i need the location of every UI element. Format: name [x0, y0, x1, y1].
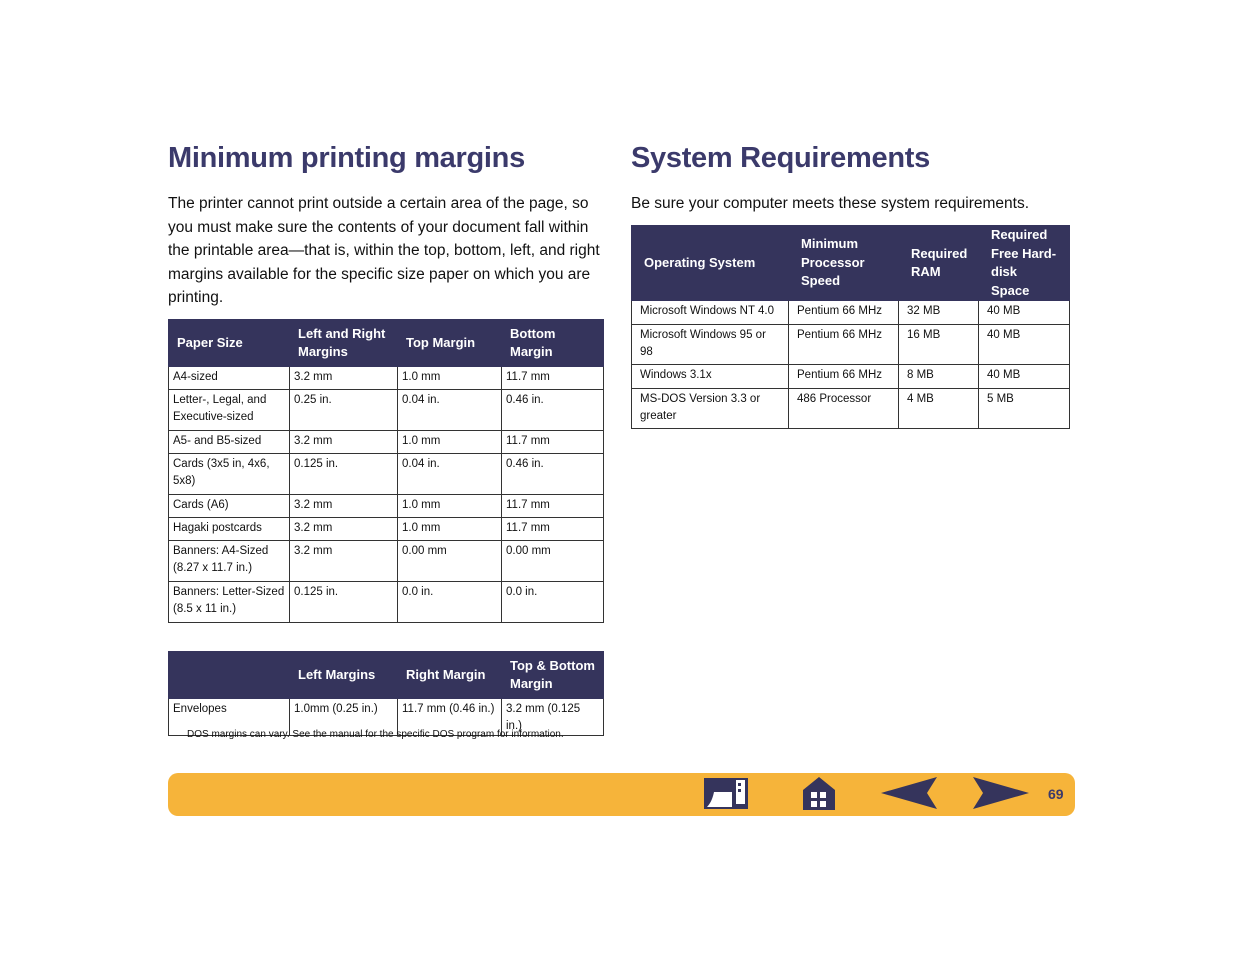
table-cell: Windows 3.1x [632, 365, 789, 389]
table-cell: 3.2 mm [290, 431, 398, 454]
table-cell: 16 MB [899, 325, 979, 365]
table-row [632, 365, 1070, 389]
table-cell: 0.00 mm [502, 541, 604, 582]
table-header-row [632, 226, 1070, 301]
table-cell: Cards (3x5 in, 4x6, 5x8) [169, 454, 290, 495]
margins-table [168, 319, 604, 623]
previous-arrow-icon[interactable] [880, 776, 938, 810]
table-cell: 0.125 in. [290, 582, 398, 623]
table-cell: 40 MB [979, 325, 1070, 365]
column-header: Left and Right Margins [290, 320, 398, 367]
system-requirements-intro: Be sure your computer meets these system requirements. [631, 195, 1029, 212]
table-cell: 5 MB [979, 389, 1070, 429]
table-row [169, 454, 604, 495]
table-cell: Microsoft Windows 95 or 98 [632, 325, 789, 365]
column-header: Top Margin [398, 320, 502, 367]
column-header [169, 652, 290, 699]
table-cell: 0.00 mm [398, 541, 502, 582]
table-cell: 486 Processor [789, 389, 899, 429]
table-cell: 3.2 mm [290, 518, 398, 541]
table-cell: 0.04 in. [398, 454, 502, 495]
table-cell: 11.7 mm [502, 431, 604, 454]
home-icon[interactable] [802, 776, 836, 811]
table-cell: 3.2 mm [290, 541, 398, 582]
column-header: Minimum Processor Speed [789, 226, 899, 301]
table-row [169, 582, 604, 623]
table-cell: Envelopes [169, 699, 290, 736]
table-cell: 0.0 in. [502, 582, 604, 623]
table-cell: Banners: Letter-Sized (8.5 x 11 in.) [169, 582, 290, 623]
printer-icon[interactable] [703, 776, 749, 810]
table-cell: 0.46 in. [502, 454, 604, 495]
table-row [632, 301, 1070, 325]
next-arrow-icon[interactable] [972, 776, 1030, 810]
table-cell: 0.0 in. [398, 582, 502, 623]
table-cell: Pentium 66 MHz [789, 301, 899, 325]
dos-margins-note: DOS margins can vary. See the manual for the specific DOS program for information. [187, 729, 564, 740]
column-header: Left Margins [290, 652, 398, 699]
table-cell: Cards (A6) [169, 495, 290, 518]
table-cell: 0.46 in. [502, 390, 604, 431]
table-cell: 40 MB [979, 365, 1070, 389]
column-header: Bottom Margin [502, 320, 604, 367]
margins-intro: The printer cannot print outside a certain area of the page, so you must make sure the contents of your document fall within the printable area—that is, within the top, bottom, left, and right margins available for the specific size paper on which you are printing. [168, 195, 600, 306]
table-cell: Pentium 66 MHz [789, 365, 899, 389]
system-requirements-title: System Requirements [631, 142, 930, 174]
table-header-row [169, 320, 604, 367]
column-header: Operating System [632, 226, 789, 301]
table-cell: 1.0 mm [398, 518, 502, 541]
table-row [169, 367, 604, 390]
navigation-bar [168, 773, 1075, 816]
table-row [169, 431, 604, 454]
table-cell: A4-sized [169, 367, 290, 390]
column-header: Right Margin [398, 652, 502, 699]
table-cell: 8 MB [899, 365, 979, 389]
table-cell: 3.2 mm (0.125 in.) [502, 699, 604, 736]
table-cell: 0.125 in. [290, 454, 398, 495]
table-cell: 0.04 in. [398, 390, 502, 431]
table-row [169, 518, 604, 541]
table-cell: 11.7 mm [502, 518, 604, 541]
table-cell: 3.2 mm [290, 367, 398, 390]
column-header: Paper Size [169, 320, 290, 367]
table-cell: Pentium 66 MHz [789, 325, 899, 365]
column-header: Required RAM [899, 226, 979, 301]
table-cell: 4 MB [899, 389, 979, 429]
table-cell: 11.7 mm (0.46 in.) [398, 699, 502, 736]
margins-title: Minimum printing margins [168, 142, 525, 174]
table-cell: 1.0 mm [398, 367, 502, 390]
table-cell: 1.0 mm [398, 431, 502, 454]
table-row [632, 389, 1070, 429]
table-cell: Banners: A4-Sized (8.27 x 11.7 in.) [169, 541, 290, 582]
envelope-margins-table [168, 651, 604, 736]
table-cell: 1.0mm (0.25 in.) [290, 699, 398, 736]
table-cell: 32 MB [899, 301, 979, 325]
table-cell: Letter-, Legal, and Executive-sized [169, 390, 290, 431]
table-cell: MS-DOS Version 3.3 or greater [632, 389, 789, 429]
table-cell: 11.7 mm [502, 495, 604, 518]
table-cell: Microsoft Windows NT 4.0 [632, 301, 789, 325]
table-row [169, 390, 604, 431]
system-requirements-table [631, 225, 1070, 429]
column-header: Required Free Hard-disk Space [979, 226, 1070, 301]
table-cell: 40 MB [979, 301, 1070, 325]
table-cell: 1.0 mm [398, 495, 502, 518]
table-row [632, 325, 1070, 365]
table-cell: 0.25 in. [290, 390, 398, 431]
table-row [169, 495, 604, 518]
table-cell: A5- and B5-sized [169, 431, 290, 454]
table-cell: Hagaki postcards [169, 518, 290, 541]
table-cell: 11.7 mm [502, 367, 604, 390]
page-number: 69 [1048, 786, 1064, 802]
table-header-row [169, 652, 604, 699]
column-header: Top & Bottom Margin [502, 652, 604, 699]
table-row [169, 541, 604, 582]
table-cell: 3.2 mm [290, 495, 398, 518]
